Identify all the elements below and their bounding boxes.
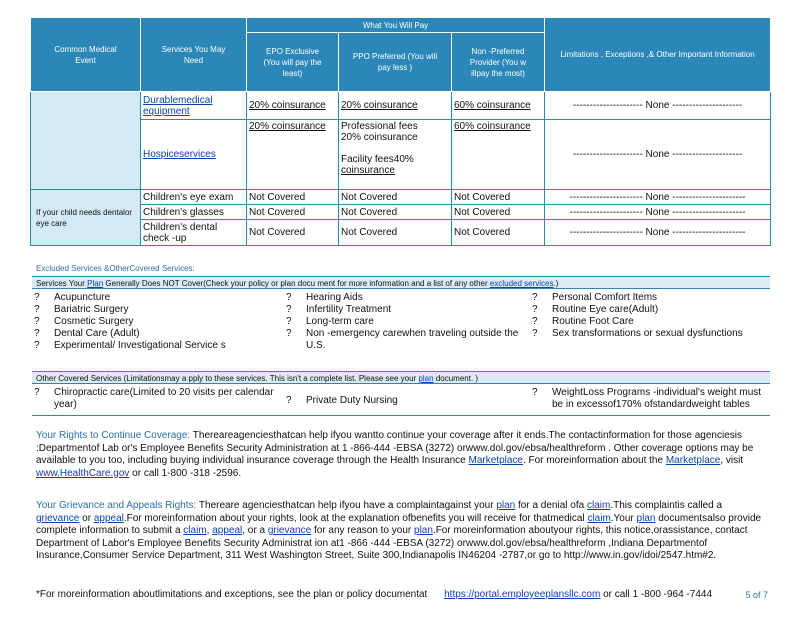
ppo-line4: coinsurance [341, 165, 395, 176]
rights-text: . For moreinformation about the [522, 455, 664, 466]
ppo-cell: Not Covered [339, 220, 452, 246]
ppo-cell: 20% coinsurance [339, 92, 452, 120]
event-cell-blank [31, 92, 141, 190]
ppo-cell [339, 120, 452, 190]
non-preferred-cell: Not Covered [452, 220, 545, 246]
list-item: ? Cosmetic Surgery [34, 316, 134, 327]
non-preferred-cell [452, 120, 545, 190]
list-item: ? Experimental/ Investigational Service s [34, 340, 226, 351]
other-item: Chiropractic care(Limited to 20 visits per calendar year) [54, 387, 274, 410]
ppo-line1: Professional fees [341, 121, 418, 132]
excluded-bar-plan-link[interactable]: Plan [87, 279, 104, 288]
service-cell [141, 120, 247, 190]
header-non-preferred: Non -Preferred Provider (You w illpay the most) [452, 33, 545, 92]
grievance-paragraph: Your Grievance and Appeals Rights: Thereare agenciesthatcan help ifyou have a complaintagainst your plan for a denial ofa claim.This complaintis called a grievance or appeal.For moreinformation about your rights, look at the explanation ofbenefits you will receive for thatmedical claim.Your plan documentsalso provide complete information to submit a claim, appeal, or a grievance for any reason to your plan.For moreinformation aboutyour rights, this notice,orassistance, contact Department of Labor's Employee Benefits Security Administrat ion at1 -866 -444 -EBSA (3272) orwww.dol.gov/ebsa/healthreform ,Indiana Departmentof Insurance,Consumer Service Department, 311 West Washington Street, Suite 300,Indianapolis IN46204 -2787,or go to http://www.in.gov/idoi/2547.htm#2. [36, 500, 762, 561]
marketplace-link[interactable]: Marketplace [665, 455, 721, 466]
rights-text: or call 1-800 -318 -2596. [132, 467, 242, 479]
other-col3: ? WeightLoss Programs -individual's weight must be in excessof170% ofstandardweight tables [530, 387, 770, 415]
appeal-link[interactable]: appeal [212, 525, 243, 536]
excluded-col3 [530, 292, 770, 352]
excluded-bar-text2: Generally Does NOT Cover(Check your policy or plan docu ment for more information and a list of any other [105, 279, 488, 288]
limitations-cell: --------------------- None --------------------- [545, 120, 771, 190]
claim-link[interactable]: claim [183, 525, 207, 536]
coverage-table [30, 17, 771, 246]
plan-link[interactable]: plan [496, 500, 516, 511]
list-item: ? Non -emergency carewhen traveling outside the U.S. [286, 328, 519, 351]
excluded-title: Excluded Services &OtherCovered Services: [36, 264, 195, 273]
other-col1: ? Chiropractic care(Limited to 20 visits per calendar year) [32, 387, 284, 415]
claim-link[interactable]: claim [586, 500, 611, 511]
marketplace-link[interactable]: Marketplace [468, 455, 523, 466]
healthcare-gov-link[interactable]: www.HealthCare.gov [36, 467, 130, 479]
epo-cell: Not Covered [247, 205, 339, 220]
service-link-dme[interactable]: Durablemedical equipment [143, 94, 213, 117]
other-bar-text: Other Covered Services (Limitationsmay a pply to these services. This isn't a complete list. Please see your [36, 374, 417, 383]
ppo-line3: Facility fees40% [341, 154, 414, 165]
other-bar-plan-link[interactable]: plan [418, 374, 434, 383]
list-item: ? Personal Comfort Items [532, 292, 658, 303]
footer [36, 589, 770, 601]
other-bar-end: document. ) [435, 374, 479, 383]
other-covered-list [32, 387, 770, 416]
appeal-link[interactable]: appeal [93, 512, 124, 524]
non-preferred-cell: Not Covered [452, 190, 545, 205]
excluded-bar [32, 276, 770, 289]
grievance-title: Your Grievance and Appeals Rights: [36, 500, 197, 511]
plan-link[interactable]: plan [636, 512, 656, 524]
list-item: ? Infertility Treatment [286, 304, 392, 315]
rights-text: , visit [720, 455, 744, 466]
excluded-list [32, 292, 770, 352]
plan-link[interactable]: plan [414, 525, 433, 536]
non-preferred-value: 60% coinsurance [454, 121, 531, 132]
claim-link[interactable]: claim [587, 512, 611, 524]
excluded-bar-link[interactable]: excluded services [489, 279, 554, 288]
header-limitations: Limitations , Exceptions ,& Other Important Information [545, 18, 771, 92]
grievance-link[interactable]: grievance [36, 512, 80, 524]
epo-value: 20% coinsurance [249, 121, 326, 132]
limitations-cell: ---------------------- None ---------------------- [545, 205, 771, 220]
limitations-cell: ---------------------- None ---------------------- [545, 220, 771, 246]
service-cell [141, 92, 247, 120]
list-item: ? Routine Foot Care [532, 316, 634, 327]
excluded-bar-end: .) [553, 279, 559, 288]
other-item: WeightLoss Programs -individual's weight must be in excessof170% ofstandardweight tables [552, 387, 762, 410]
event-cell-child: If your child needs dentalor eye care [31, 190, 141, 246]
list-item: ? Long-term care [286, 316, 374, 327]
list-item: ? Dental Care (Adult) [34, 328, 140, 339]
header-epo: EPO Exclusive (You will pay the least) [247, 33, 339, 92]
rights-title: Your Rights to Continue Coverage: [36, 430, 191, 441]
ppo-cell: Not Covered [339, 190, 452, 205]
non-preferred-cell: 60% coinsurance [452, 92, 545, 120]
excluded-bar-text1: Services Your [36, 279, 85, 288]
limitations-cell: ---------------------- None ---------------------- [545, 190, 771, 205]
header-common-event: Common Medical Event [31, 18, 141, 92]
grievance-link[interactable]: grievance [267, 525, 312, 536]
header-ppo: PPO Preferred (You will pay less ) [339, 33, 452, 92]
epo-cell: 20% coinsurance [247, 92, 339, 120]
non-preferred-cell: Not Covered [452, 205, 545, 220]
page-number: 5 of 7 [745, 590, 768, 600]
epo-cell [247, 120, 339, 190]
service-link-hospice[interactable]: Hospiceservices [143, 149, 216, 160]
other-col2: ? Private Duty Nursing [286, 394, 398, 406]
other-item: Private Duty Nursing [306, 394, 398, 406]
rights-paragraph [36, 430, 766, 480]
ppo-cell: Not Covered [339, 205, 452, 220]
list-item: ? Hearing Aids [286, 292, 363, 303]
epo-cell: Not Covered [247, 190, 339, 205]
ppo-line2: 20% coinsurance [341, 132, 418, 143]
list-item: ? Bariatric Surgery [34, 304, 129, 315]
header-services: Services You May Need [141, 18, 247, 92]
list-item: ? Acupuncture [34, 292, 111, 303]
header-what-you-will-pay: What You Will Pay [247, 18, 545, 33]
list-item: ? Routine Eye care(Adult) [532, 304, 659, 315]
footer-text: *For moreinformation aboutlimitations and exceptions, see the plan or policy documentat [36, 589, 428, 600]
rights-text: Thereareagenciesthatcan help ifyou wantto continue your coverage after it ends.The contactinformation for those agenciesis :Departmentof Lab or's Employee Benefits Security Administration at 1 -866-444 -EBSA (3272) orwww.dol.gov/ebsa/healthreform . Other coverage options may be available to you too, including buying individual insurance coverage through the Health Insurance [36, 430, 754, 466]
portal-link[interactable]: https://portal.employeeplansllc.com [444, 589, 601, 600]
service-cell: Children's eye exam [141, 190, 247, 205]
service-cell: Children's dental check -up [141, 220, 247, 246]
limitations-cell: --------------------- None --------------------- [545, 92, 771, 120]
list-item: ? Sex transformations or sexual dysfunctions [532, 328, 743, 339]
footer-phone: or call 1 -800 -964 -7444 [603, 589, 713, 600]
epo-cell: Not Covered [247, 220, 339, 246]
excluded-col2 [284, 292, 530, 352]
other-covered-bar [32, 371, 770, 384]
service-cell: Children's glasses [141, 205, 247, 220]
excluded-col1 [32, 292, 284, 352]
